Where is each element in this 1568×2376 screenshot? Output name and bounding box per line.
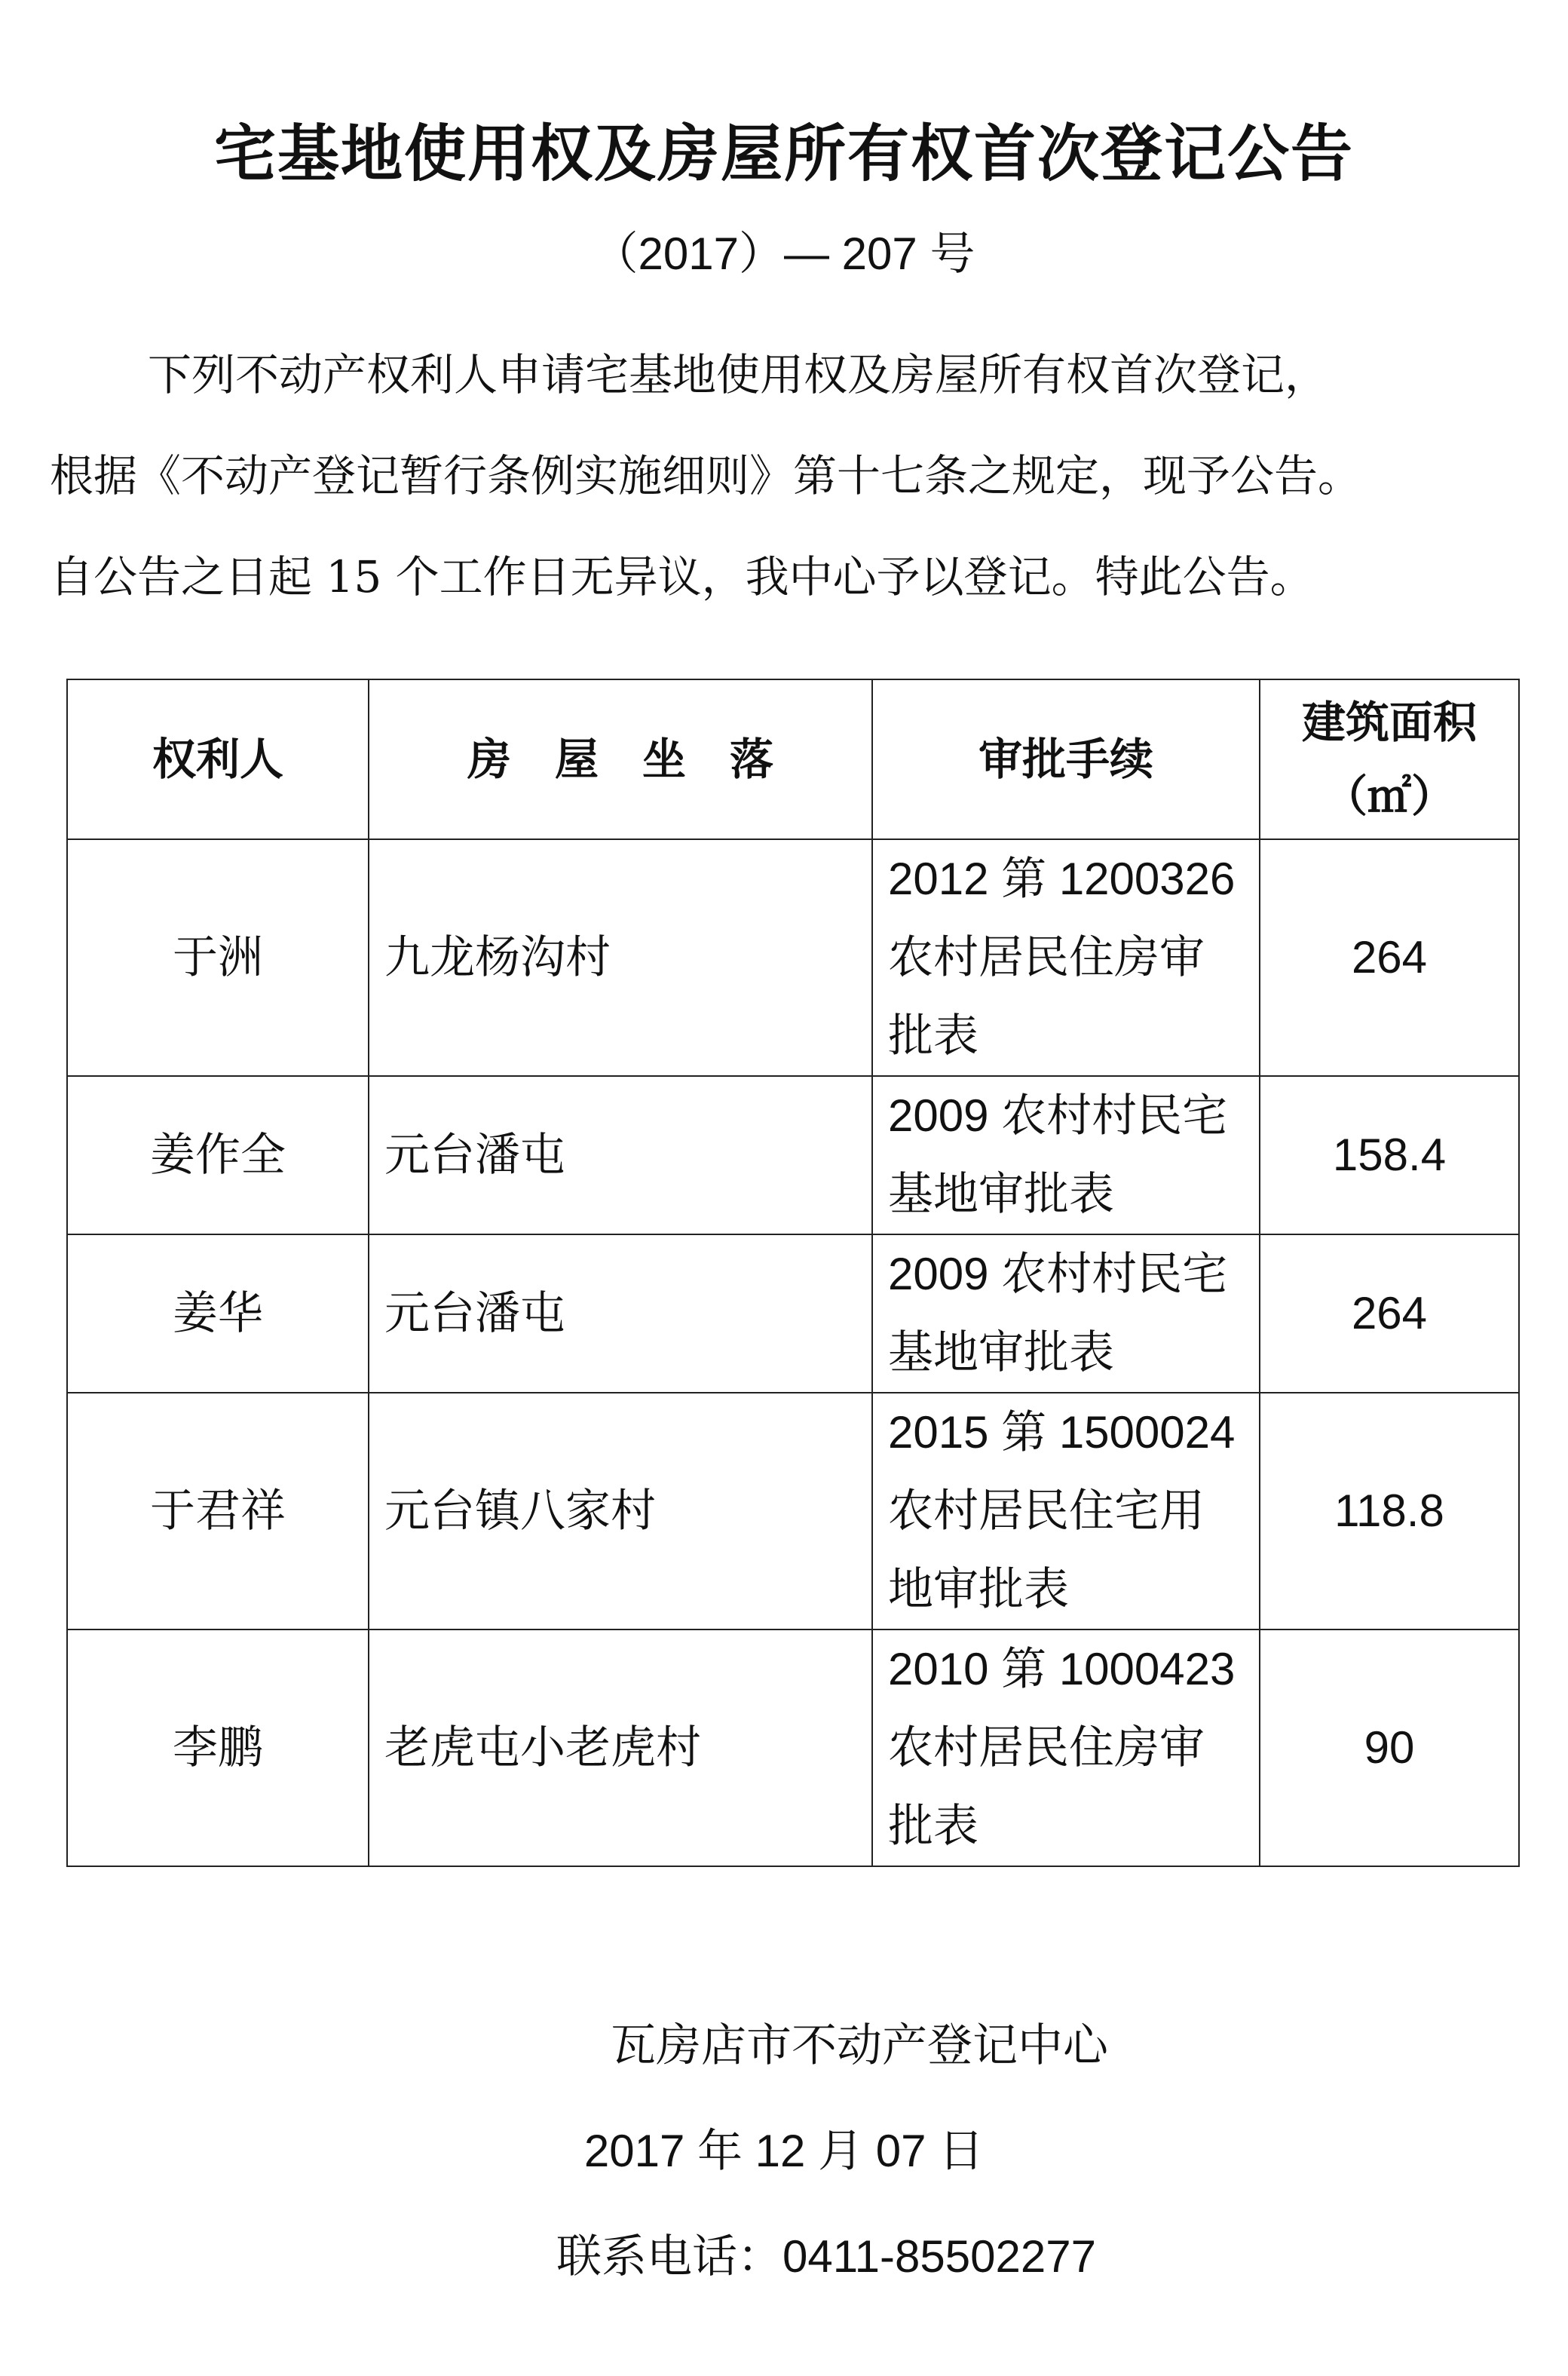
header-area-label: 建筑面积 <box>1301 697 1477 748</box>
cell-area: 264 <box>1260 839 1519 1076</box>
notice-title: 宅基地使用权及房屋所有权首次登记公告 <box>213 118 1354 190</box>
cell-name: 于君祥 <box>67 1393 369 1629</box>
cell-location: 元台潘屯 <box>369 1076 872 1234</box>
cell-area: 90 <box>1260 1629 1519 1866</box>
cell-location: 元台潘屯 <box>369 1234 872 1393</box>
intro-line-1: 下列不动产权利人申请宅基地使用权及房屋所有权首次登记， <box>148 349 1329 400</box>
cell-location: 九龙杨沟村 <box>369 839 872 1076</box>
cell-area: 158.4 <box>1260 1076 1519 1234</box>
cell-approval: 2009 农村村民宅基地审批表 <box>872 1234 1260 1393</box>
cell-name: 姜作全 <box>67 1076 369 1234</box>
table-row <box>67 1629 1519 1866</box>
document-number: （2017）— 207 号 <box>593 228 975 279</box>
issue-date: 2017 年 12 月 07 日 <box>583 2126 985 2176</box>
header-area-unit: （㎡） <box>1323 771 1455 822</box>
header-name: 权利人 <box>67 679 369 839</box>
cell-location: 元台镇八家村 <box>369 1393 872 1629</box>
cell-name: 于洲 <box>67 839 369 1076</box>
contact-phone: 联系电话：0411-85502277 <box>556 2231 1096 2282</box>
intro-line-2: 根据《不动产登记暂行条例实施细则》第十七条之规定，现予公告。 <box>50 450 1362 501</box>
intro-line-3: 自公告之日起 15 个工作日无异议，我中心予以登记。特此公告。 <box>50 551 1314 602</box>
table-row <box>67 1393 1519 1629</box>
registration-table <box>66 679 1520 1867</box>
header-approval: 审批手续 <box>872 679 1260 839</box>
intro-paragraph <box>50 324 1535 627</box>
cell-location: 老虎屯小老虎村 <box>369 1629 872 1866</box>
table-row <box>67 839 1519 1076</box>
table-row <box>67 1234 1519 1393</box>
cell-name: 姜华 <box>67 1234 369 1393</box>
header-location: 房 屋 坐 落 <box>369 679 872 839</box>
cell-approval: 2009 农村村民宅基地审批表 <box>872 1076 1260 1234</box>
issuing-organization: 瓦房店市不动产登记中心 <box>611 2019 1108 2072</box>
cell-area: 118.8 <box>1260 1393 1519 1629</box>
cell-name: 李鹏 <box>67 1629 369 1866</box>
cell-area: 264 <box>1260 1234 1519 1393</box>
cell-approval: 2010 第 1000423 农村居民住房审批表 <box>872 1629 1260 1866</box>
table-row <box>67 1076 1519 1234</box>
header-area <box>1260 679 1519 839</box>
table-header-row <box>67 679 1519 839</box>
cell-approval: 2012 第 1200326 农村居民住房审批表 <box>872 839 1260 1076</box>
cell-approval: 2015 第 1500024 农村居民住宅用地审批表 <box>872 1393 1260 1629</box>
